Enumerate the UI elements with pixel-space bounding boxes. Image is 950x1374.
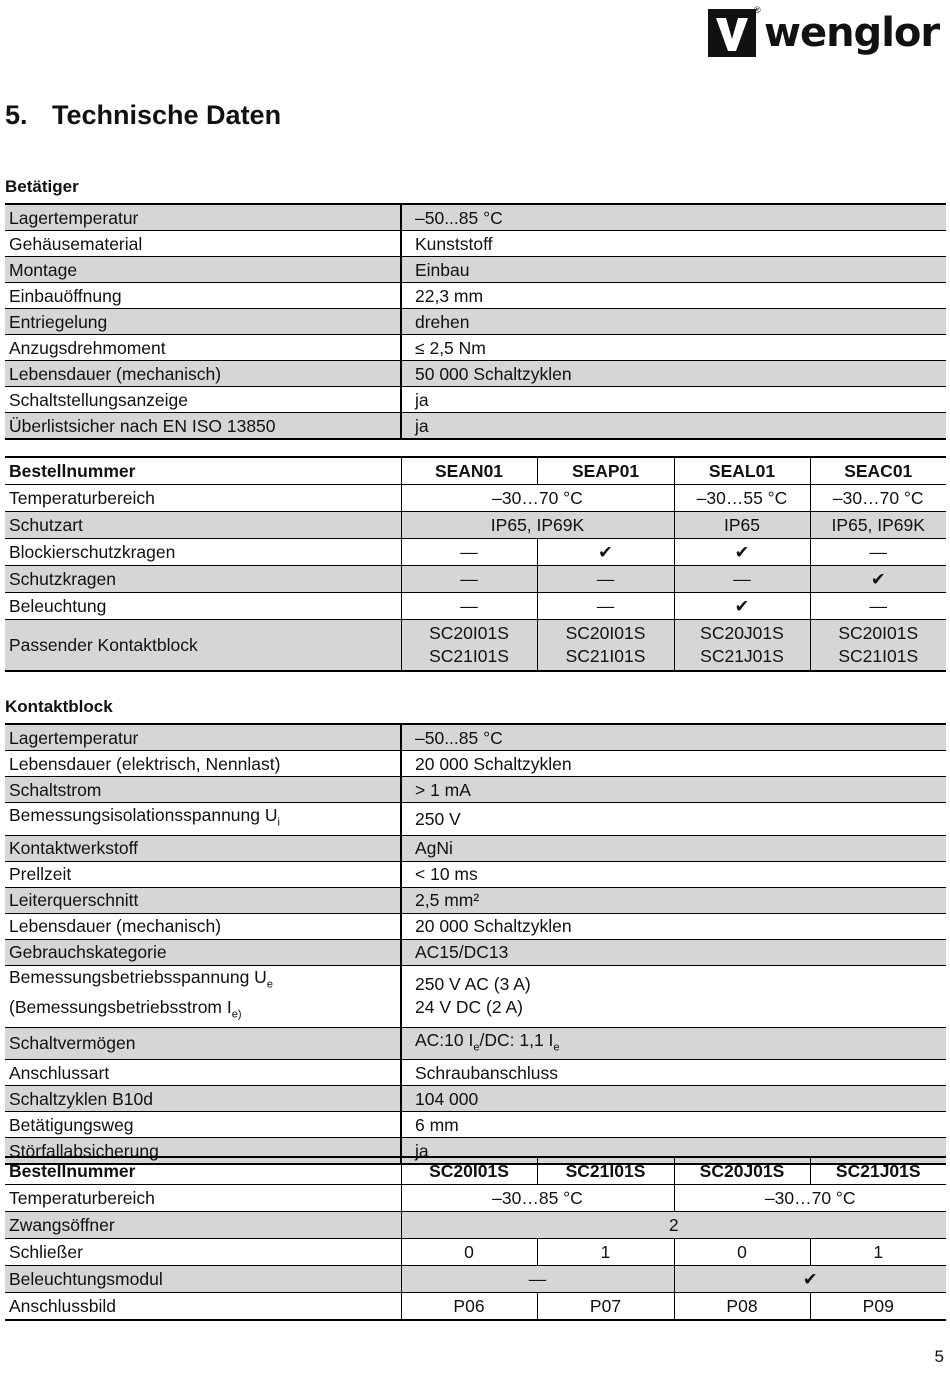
row-value: Schraubanschluss: [401, 1060, 946, 1086]
cell-value: —: [401, 593, 537, 620]
table-row: [5, 539, 946, 566]
cell-value: P08: [674, 1293, 810, 1320]
row-label: Lagertemperatur: [5, 204, 401, 231]
row-value: 20 000 Schaltzyklen: [401, 751, 946, 777]
table-row: [5, 485, 946, 512]
cell-value: –30…55 °C: [674, 485, 810, 512]
row-label: Passender Kontaktblock: [5, 620, 401, 672]
header-cell: SC21J01S: [810, 1157, 946, 1185]
order-table-betaetiger: [5, 456, 946, 672]
header-cell: Bestellnummer: [5, 1157, 401, 1185]
table-row: [5, 1060, 946, 1086]
table-header-row: [5, 457, 946, 485]
table-row: [5, 777, 946, 803]
table-row: [5, 1086, 946, 1112]
wenglor-logo-mark: [708, 5, 761, 57]
row-label: Bemessungsbetriebsspannung $U_e$ (Bemessungsbetriebsstrom $I_{e)}$: [5, 965, 401, 1027]
row-value: 250 V: [401, 803, 946, 836]
row-value: ja: [401, 1138, 946, 1165]
page-number: 5: [934, 1347, 944, 1366]
row-value: Einbau: [401, 257, 946, 283]
row-label: Gehäusematerial: [5, 231, 401, 257]
row-value: AgNi: [401, 835, 946, 861]
table-row: [5, 361, 946, 387]
row-label: Anzugsdrehmoment: [5, 335, 401, 361]
table-row: [5, 1185, 946, 1212]
row-label: Lebensdauer (mechanisch): [5, 361, 401, 387]
section-title: Technische Daten: [52, 100, 282, 130]
row-label: Zwangsöffner: [5, 1212, 401, 1239]
row-value: Kunststoff: [401, 231, 946, 257]
row-value: AC:10 $I_e/DC$: 1,1 $I_e$: [401, 1027, 946, 1060]
cell-value: P06: [401, 1293, 537, 1320]
row-label: Einbauöffnung: [5, 283, 401, 309]
row-label: Schutzart: [5, 512, 401, 539]
table-row: [5, 887, 946, 913]
cell-value: –30…70 °C: [810, 485, 946, 512]
row-label: Temperaturbereich: [5, 1185, 401, 1212]
row-label: Leiterquerschnitt: [5, 887, 401, 913]
row-value: –50...85 °C: [401, 204, 946, 231]
row-value: drehen: [401, 309, 946, 335]
row-value: 6 mm: [401, 1112, 946, 1138]
table-row: [5, 566, 946, 593]
row-label: [5, 803, 401, 836]
cell-value: P09: [810, 1293, 946, 1320]
cell-value: ✔: [810, 566, 946, 593]
row-label: Kontaktwerkstoff: [5, 835, 401, 861]
kontaktblock-heading: Kontaktblock: [5, 697, 113, 716]
row-value: ja: [401, 413, 946, 440]
row-value: –50...85 °C: [401, 724, 946, 751]
table-row: [5, 965, 946, 1027]
row-label: Beleuchtung: [5, 593, 401, 620]
cell-value: —: [401, 539, 537, 566]
table-row: [5, 751, 946, 777]
row-label: Lagertemperatur: [5, 724, 401, 751]
table-row: [5, 257, 946, 283]
row-label: Blockierschutzkragen: [5, 539, 401, 566]
header-cell: SEAL01: [674, 457, 810, 485]
order-table-kontaktblock: [5, 1156, 946, 1321]
row-label: Temperaturbereich: [5, 485, 401, 512]
table-row: [5, 1212, 946, 1239]
cell-value: —: [401, 1266, 674, 1293]
row-label: Beleuchtungsmodul: [5, 1266, 401, 1293]
cell-value: –30…85 °C: [401, 1185, 674, 1212]
cell-value: —: [810, 539, 946, 566]
table-row: [5, 283, 946, 309]
row-label: Lebensdauer (elektrisch, Nennlast): [5, 751, 401, 777]
row-label: Lebensdauer (mechanisch): [5, 913, 401, 939]
registered-mark: ®: [754, 5, 761, 15]
cell-value: —: [401, 566, 537, 593]
row-label: Schaltvermögen: [5, 1027, 401, 1060]
row-value: 2,5 mm²: [401, 887, 946, 913]
betaetiger-table: [5, 203, 946, 440]
cell-value: SC20I01S SC21I01S: [537, 620, 674, 672]
table-row: [5, 204, 946, 231]
row-label: Schaltstellungsanzeige: [5, 387, 401, 413]
table-row: [5, 861, 946, 887]
row-label: Schaltzyklen B10d: [5, 1086, 401, 1112]
row-value: 250 V AC (3 A) 24 V DC (2 A): [401, 965, 946, 1027]
table-row: [5, 1266, 946, 1293]
page-title: [5, 100, 281, 131]
row-label: Entriegelung: [5, 309, 401, 335]
header-cell: SEAC01: [810, 457, 946, 485]
row-label: Schaltstrom: [5, 777, 401, 803]
row-label: Schutzkragen: [5, 566, 401, 593]
table-row: [5, 335, 946, 361]
table-row: [5, 512, 946, 539]
row-value: AC15/DC13: [401, 939, 946, 965]
table-row: [5, 1293, 946, 1320]
table-row: [5, 387, 946, 413]
table-row: [5, 413, 946, 440]
row-label: Störfallabsicherung: [5, 1138, 401, 1165]
header-cell: SC20I01S: [401, 1157, 537, 1185]
wenglor-logo: [708, 5, 940, 58]
cell-value: SC20I01S SC21I01S: [401, 620, 537, 672]
row-label: Gebrauchskategorie: [5, 939, 401, 965]
row-label-text: Bemessungsisolationsspannung U: [9, 805, 278, 825]
cell-value: –30…70 °C: [401, 485, 674, 512]
cell-value: IP65, IP69K: [401, 512, 674, 539]
row-value: 22,3 mm: [401, 283, 946, 309]
cell-value: ✔: [674, 539, 810, 566]
betaetiger-heading: Betätiger: [5, 177, 79, 196]
table-row: [5, 835, 946, 861]
cell-value: 0: [401, 1239, 537, 1266]
kontaktblock-table: [5, 723, 946, 1165]
header-cell: SC21I01S: [537, 1157, 674, 1185]
cell-value: ✔: [674, 593, 810, 620]
row-label: Überlistsicher nach EN ISO 13850: [5, 413, 401, 440]
cell-value: ✔: [674, 1266, 946, 1293]
section-number: 5.: [5, 100, 28, 130]
row-value: 104 000: [401, 1086, 946, 1112]
cell-value: P07: [537, 1293, 674, 1320]
table-row: [5, 913, 946, 939]
row-value: < 10 ms: [401, 861, 946, 887]
cell-value: 0: [674, 1239, 810, 1266]
table-row: [5, 620, 946, 672]
subscript: i: [277, 816, 280, 829]
row-value: > 1 mA: [401, 777, 946, 803]
cell-value: 1: [810, 1239, 946, 1266]
row-value: ja: [401, 387, 946, 413]
row-label: Prellzeit: [5, 861, 401, 887]
cell-value: 1: [537, 1239, 674, 1266]
cell-value: –30…70 °C: [674, 1185, 946, 1212]
cell-value: IP65, IP69K: [810, 512, 946, 539]
header-cell: SEAN01: [401, 457, 537, 485]
cell-value: —: [537, 566, 674, 593]
table-row: [5, 1239, 946, 1266]
cell-value: IP65: [674, 512, 810, 539]
wenglor-logo-text: wenglor: [764, 10, 940, 56]
row-value: 20 000 Schaltzyklen: [401, 913, 946, 939]
row-value: 50 000 Schaltzyklen: [401, 361, 946, 387]
row-label: Anschlussart: [5, 1060, 401, 1086]
table-row: [5, 1112, 946, 1138]
table-row: [5, 724, 946, 751]
cell-value: SC20J01S SC21J01S: [674, 620, 810, 672]
cell-value: SC20I01S SC21I01S: [810, 620, 946, 672]
row-label: Betätigungsweg: [5, 1112, 401, 1138]
header-cell: SEAP01: [537, 457, 674, 485]
row-label: Montage: [5, 257, 401, 283]
table-row: [5, 309, 946, 335]
cell-value: —: [810, 593, 946, 620]
cell-value: —: [674, 566, 810, 593]
cell-value: —: [537, 593, 674, 620]
table-row: [5, 1027, 946, 1060]
cell-value: 2: [401, 1212, 946, 1239]
header-cell: SC20J01S: [674, 1157, 810, 1185]
header-cell: Bestellnummer: [5, 457, 401, 485]
cell-value: ✔: [537, 539, 674, 566]
table-row: [5, 939, 946, 965]
row-value: ≤ 2,5 Nm: [401, 335, 946, 361]
table-row: [5, 593, 946, 620]
row-label: Anschlussbild: [5, 1293, 401, 1320]
table-row: [5, 231, 946, 257]
row-label: Schließer: [5, 1239, 401, 1266]
table-row: [5, 803, 946, 836]
table-header-row: [5, 1157, 946, 1185]
